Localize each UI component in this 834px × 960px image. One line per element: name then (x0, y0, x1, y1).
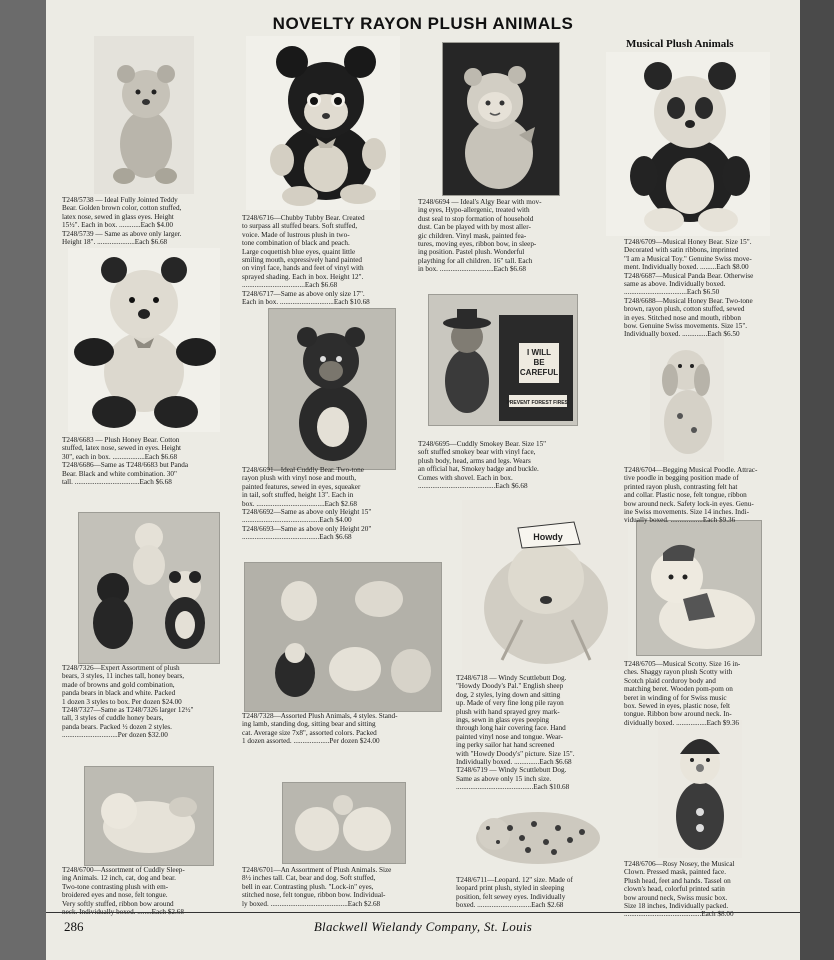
desc-line: clown's head, colorful printed satin (624, 885, 725, 894)
desc-line: 15½". Each in box. ............Each $4.00 (62, 221, 173, 230)
item-desc-6711 (456, 876, 612, 910)
catalog-page (46, 0, 800, 960)
desc-line: tive poodle in begging position made of (624, 474, 739, 483)
desc-line: 8½ inches tall. Cat, bear and dog. Soft stuffed, (242, 874, 376, 883)
desc-line: ment. Individually boxed. .........Each $8.00 (624, 263, 749, 272)
desc-line: Individually boxed. ..............Each $6.50 (624, 330, 740, 339)
company-name: Blackwell Wielandy Company, St. Louis (313, 919, 533, 934)
photo-smokey-bear (428, 294, 578, 426)
desc-line: plaything for all children. 16" tall. Each (418, 256, 533, 265)
desc-line: latex nose, sewed in glass eyes. Height (62, 212, 174, 221)
desc-line: tall, 3 styles of cuddle honey bears, (62, 714, 164, 723)
desc-line: vidually boxed. ..................Each $9.36 (624, 516, 736, 525)
desc-line: ...................................Each $6.68 (242, 281, 338, 290)
desc-line: Plush head, feet and hands. Tassel on (624, 876, 731, 885)
desc-line: T248/6692—Same as above only Height 15" (242, 508, 372, 517)
desc-line: Size 18 inches, Individually packed. (624, 902, 729, 911)
page-number: 286 (64, 919, 84, 934)
photo-plush-honey-bear (68, 248, 220, 432)
desc-line: ...............................Per dozen $32.00 (62, 731, 168, 740)
desc-line: tall. ....................................Each $6.68 (62, 478, 172, 487)
photo-rosy-nosey-clown (658, 720, 742, 858)
desc-line: T248/6705—Musical Scotty. Size 16 in- (624, 660, 741, 668)
desc-line: T248/5739 — Same as above only larger. (62, 229, 182, 238)
desc-line: T248/6700—Assortment of Cuddly Sleep- (62, 866, 185, 874)
desc-line: T248/5738 — Ideal Fully Jointed Teddy (62, 196, 178, 204)
desc-line: T248/6717—Same as above only size 17". (242, 289, 365, 298)
desc-line: T248/6719 — Windy Scuttlebutt Dog. (456, 766, 567, 775)
desc-line: boxed. ..............................Each $2.68 (456, 901, 564, 910)
desc-line: tone combination of black and peach. (242, 239, 350, 248)
photo-chubby-tubby-bear (246, 36, 400, 210)
desc-line: to surpass all stuffed bears. Soft stuffed, (242, 222, 358, 231)
photo-begging-poodle (650, 330, 724, 462)
desc-line: same as above. Individually boxed. (624, 280, 726, 289)
desc-line: made of browns and gold combination, (62, 680, 175, 689)
desc-line: plush body, head, arms and legs. Wears (418, 456, 531, 465)
photo-scuttlebutt-dog (462, 500, 628, 670)
item-desc-6683 (62, 436, 226, 486)
desc-line: T248/6688—Musical Honey Bear. Two-tone (624, 296, 753, 305)
item-desc-6706 (624, 860, 788, 919)
desc-line: rayon plush with vinyl nose and mouth, (242, 474, 356, 483)
item-desc-6701 (242, 866, 446, 908)
desc-line: leopard print plush, styled in sleeping (456, 884, 565, 893)
desc-line: T248/6694 — Ideal's Algy Bear with mov- (418, 198, 542, 206)
item-desc-6700 (62, 866, 226, 916)
desc-line: ing perky sailor hat hand screened (456, 741, 555, 750)
photo-algy-bear (442, 42, 560, 196)
desc-line: position, felt sewey eyes. Individually (456, 892, 566, 901)
desc-line: T248/6683 — Plush Honey Bear. Cotton (62, 436, 180, 444)
desc-line: T248/6687—Musical Panda Bear. Otherwise (624, 271, 754, 280)
desc-line: on vinyl face, hands and feet of vinyl with (242, 264, 364, 273)
desc-line: T248/6695—Cuddly Smokey Bear. Size 15" (418, 440, 547, 448)
desc-line: neck. Individually boxed. ........Each $2.68 (62, 908, 184, 917)
desc-line: Decorated with satin ribbons, imprinted (624, 246, 739, 255)
smokey-sign-text-2: BE (533, 358, 545, 367)
desc-line: ...........................................Each $8.00 (624, 910, 734, 919)
desc-line: sprayed shading. Each in box. Height 12". (242, 272, 364, 281)
desc-line: dog, 2 styles, lying down and sitting (456, 690, 561, 699)
desc-line: Clown. Pressed mask, painted face. (624, 868, 726, 877)
desc-line: soft stuffed smokey bear with vinyl face, (418, 448, 536, 457)
desc-line: Comes with shovel. Each in box. (418, 473, 513, 482)
desc-line: bell in ear. Contrasting plush. "Lock-in" eyes, (242, 882, 374, 891)
desc-line: 1 dozen assorted. ....................Per dozen $24.00 (242, 737, 380, 746)
smokey-sign-text-1: I WILL (527, 348, 551, 357)
desc-line: stitched nose, felt tongue, ribbon bow. Individual- (242, 891, 386, 900)
desc-line: ing lamb, standing dog, sitting bear and sitting (242, 720, 376, 729)
desc-line: ches. Shaggy rayon plush Scotty with (624, 668, 733, 677)
desc-line: "I am a Musical Toy." Genuine Swiss move- (624, 254, 752, 263)
desc-line: Bear. Black and white combination. 30" (62, 469, 177, 478)
desc-line: ...........................................Each $4.00 (242, 516, 352, 525)
desc-line: ing position. Pastel plush. Wonderful (418, 248, 525, 257)
desc-line: "Howdy Doody's Pal." English sheep (456, 682, 564, 691)
desc-line: ...........................................Each $10.68 (456, 783, 570, 792)
desc-line: Large coquettish blue eyes, quaint little (242, 247, 356, 256)
desc-line: bears, 3 styles, 11 inches tall, honey bears, (62, 672, 185, 681)
desc-line: Individually boxed. ..............Each $6.68 (456, 758, 572, 767)
desc-line: T248/6709—Musical Honey Bear. Size 15". (624, 238, 752, 246)
desc-line: brown, rayon plush, cotton stuffed, sewed (624, 305, 745, 314)
item-desc-6694 (418, 198, 582, 274)
desc-line: T248/6718 — Windy Scuttlebutt Dog. (456, 674, 567, 682)
desc-line: panda bears in black and white. Packed (62, 689, 176, 698)
desc-line: Bear. Golden brown color, cotton stuffed, (62, 204, 182, 213)
item-desc-6695 (418, 440, 584, 490)
howdy-hat-text: Howdy (533, 532, 563, 542)
desc-line: T248/7327—Same as T248/7326 larger 12½" (62, 706, 194, 715)
desc-line: voice. Made of lustrous plush in two- (242, 230, 350, 239)
desc-line: T248/6704—Begging Musical Poodle. Attrac- (624, 466, 758, 474)
desc-line: ...........................................Each $6.68 (418, 482, 528, 491)
photo-sleeping-animals (84, 766, 214, 866)
desc-line: Each in box. ..............................Each $10.68 (242, 298, 370, 307)
desc-line: T248/6686—Same as T248/6683 but Panda (62, 461, 189, 470)
desc-line: T248/7326—Expert Assortment of plush (62, 664, 180, 672)
desc-line: ...........................................Each $6.68 (242, 533, 352, 542)
item-desc-7328 (242, 712, 446, 746)
desc-line: cat. Average size 7x8", assorted colors. Packed (242, 728, 377, 737)
desc-line: printed rayon plush, contrasting felt hat (624, 482, 738, 491)
item-desc-6704 (624, 466, 788, 525)
desc-line: beret in winding of for Swiss music (624, 693, 727, 702)
desc-line: 30", each in box. ..................Each $6.68 (62, 452, 178, 461)
page-footer (46, 912, 800, 943)
desc-line: through long hair covering face. Hand (456, 724, 566, 733)
desc-line: box. Sewed in eyes, plastic nose, felt (624, 702, 730, 711)
photo-plush-animals-6701 (282, 782, 406, 864)
desc-line: dust. Can be played with by most aller- (418, 223, 531, 232)
item-desc-6716 (242, 214, 404, 306)
desc-line: ing Animals. 12 inch, cat, dog and bear. (62, 874, 176, 883)
desc-line: plush with hand sprayed grey mark- (456, 707, 560, 716)
photo-expert-assortment (78, 512, 220, 664)
desc-line: in eyes. Stitched nose and mouth, ribbon (624, 313, 741, 322)
desc-line: tongue. Ribbon bow around neck. In- (624, 710, 732, 719)
desc-line: matching beret. Wooden pom-pom on (624, 685, 733, 694)
desc-line: panda bears. Packed ½ dozen 2 styles. (62, 722, 172, 731)
section-subtitle: Musical Plush Animals (626, 38, 734, 50)
desc-line: Height 18". .....................Each $6.68 (62, 238, 168, 247)
desc-line: ...................................Each $6.50 (624, 288, 720, 297)
desc-line: dividually boxed. .................Each $9.36 (624, 718, 739, 727)
desc-line: ine Swiss movements. Size 14 inches. Indi- (624, 508, 749, 517)
desc-line: tures, moving eyes, ribbon bow, in sleep- (418, 240, 537, 249)
desc-line: dust seal to stop formation of household (418, 214, 534, 223)
desc-line: T248/6693—Same as above only Height 20" (242, 524, 372, 533)
desc-line: ing eyes, Hypo-allergenic, treated with (418, 206, 530, 215)
item-desc-6709 (624, 238, 788, 339)
desc-line: in tail, soft stuffed, height 13". Each in (242, 491, 354, 500)
item-desc-7326 (62, 664, 226, 740)
desc-line: T248/6706—Rosy Nosey, the Musical (624, 860, 735, 868)
photo-ideal-cuddly-bear (268, 308, 396, 470)
desc-line: up. Made of very fine long pile rayon (456, 699, 564, 708)
photo-assorted-plush-animals (244, 562, 442, 712)
desc-line: broidered eyes and nose, felt tongue. (62, 891, 168, 900)
smokey-sign-text-3: CAREFUL (519, 368, 559, 377)
item-desc-6691 (242, 466, 404, 542)
desc-line: T248/6701—An Assortment of Plush Animals. Size (242, 866, 392, 874)
photo-teddy-bear (94, 36, 194, 194)
desc-line: ings, sewn in glass eyes peeping (456, 716, 550, 725)
desc-line: with "Howdy Doody's" picture. Size 15". (456, 749, 575, 758)
desc-line: Same as above only 15 inch size. (456, 774, 552, 783)
desc-line: painted vinyl nose and tongue. Wear- (456, 732, 563, 741)
desc-line: 1 dozen 3 styles to box. Per dozen $24.00 (62, 697, 182, 706)
desc-line: bow around neck. Safety lock-in eyes. Genu- (624, 499, 754, 508)
desc-line: bow around neck, Swiss music box. (624, 893, 728, 902)
desc-line: ly boxed. ...........................................Each $2.68 (242, 899, 381, 908)
desc-line: stuffed, latex nose, sewed in eyes. Height (62, 444, 182, 453)
desc-line: Very softly stuffed, ribbon bow around (62, 899, 174, 908)
desc-line: box. ......................................Each $2.68 (242, 499, 357, 508)
desc-line: bow. Genuine Swiss movements. Size 15". (624, 322, 748, 331)
book-edge (800, 0, 834, 960)
desc-line: gic children. Vinyl mask, painted fea- (418, 231, 527, 240)
desc-line: T248/7328—Assorted Plush Animals, 4 styles. Stand- (242, 712, 398, 720)
smokey-banner-text: PREVENT FOREST FIRES! (506, 400, 570, 406)
photo-leopard (458, 794, 608, 874)
desc-line: an official hat, Smokey badge and buckle. (418, 465, 539, 474)
desc-line: and collar. Plastic nose, felt tongue, ribbon (624, 491, 747, 500)
item-desc-5738 (62, 196, 226, 246)
desc-line: painted features, sewed in eyes, squeaker (242, 482, 361, 491)
page-title: NOVELTY RAYON PLUSH ANIMALS (272, 14, 574, 33)
desc-line: T248/6691—Ideal Cuddly Bear. Two-tone (242, 466, 364, 474)
desc-line: in box. ..............................Each $6.68 (418, 265, 527, 274)
desc-line: Scotch plaid corduroy body and (624, 676, 716, 685)
photo-musical-scotty (636, 520, 762, 656)
item-desc-6718 (456, 674, 610, 792)
desc-line: smiling mouth, expressively hand painted (242, 256, 362, 265)
desc-line: Two-tone contrasting plush with em- (62, 882, 169, 891)
desc-line: T248/6716—Chubby Tubby Bear. Created (242, 214, 365, 222)
desc-line: T248/6711—Leopard. 12" size. Made of (456, 876, 573, 884)
photo-musical-honey-bear (606, 52, 770, 236)
item-desc-6705 (624, 660, 788, 727)
